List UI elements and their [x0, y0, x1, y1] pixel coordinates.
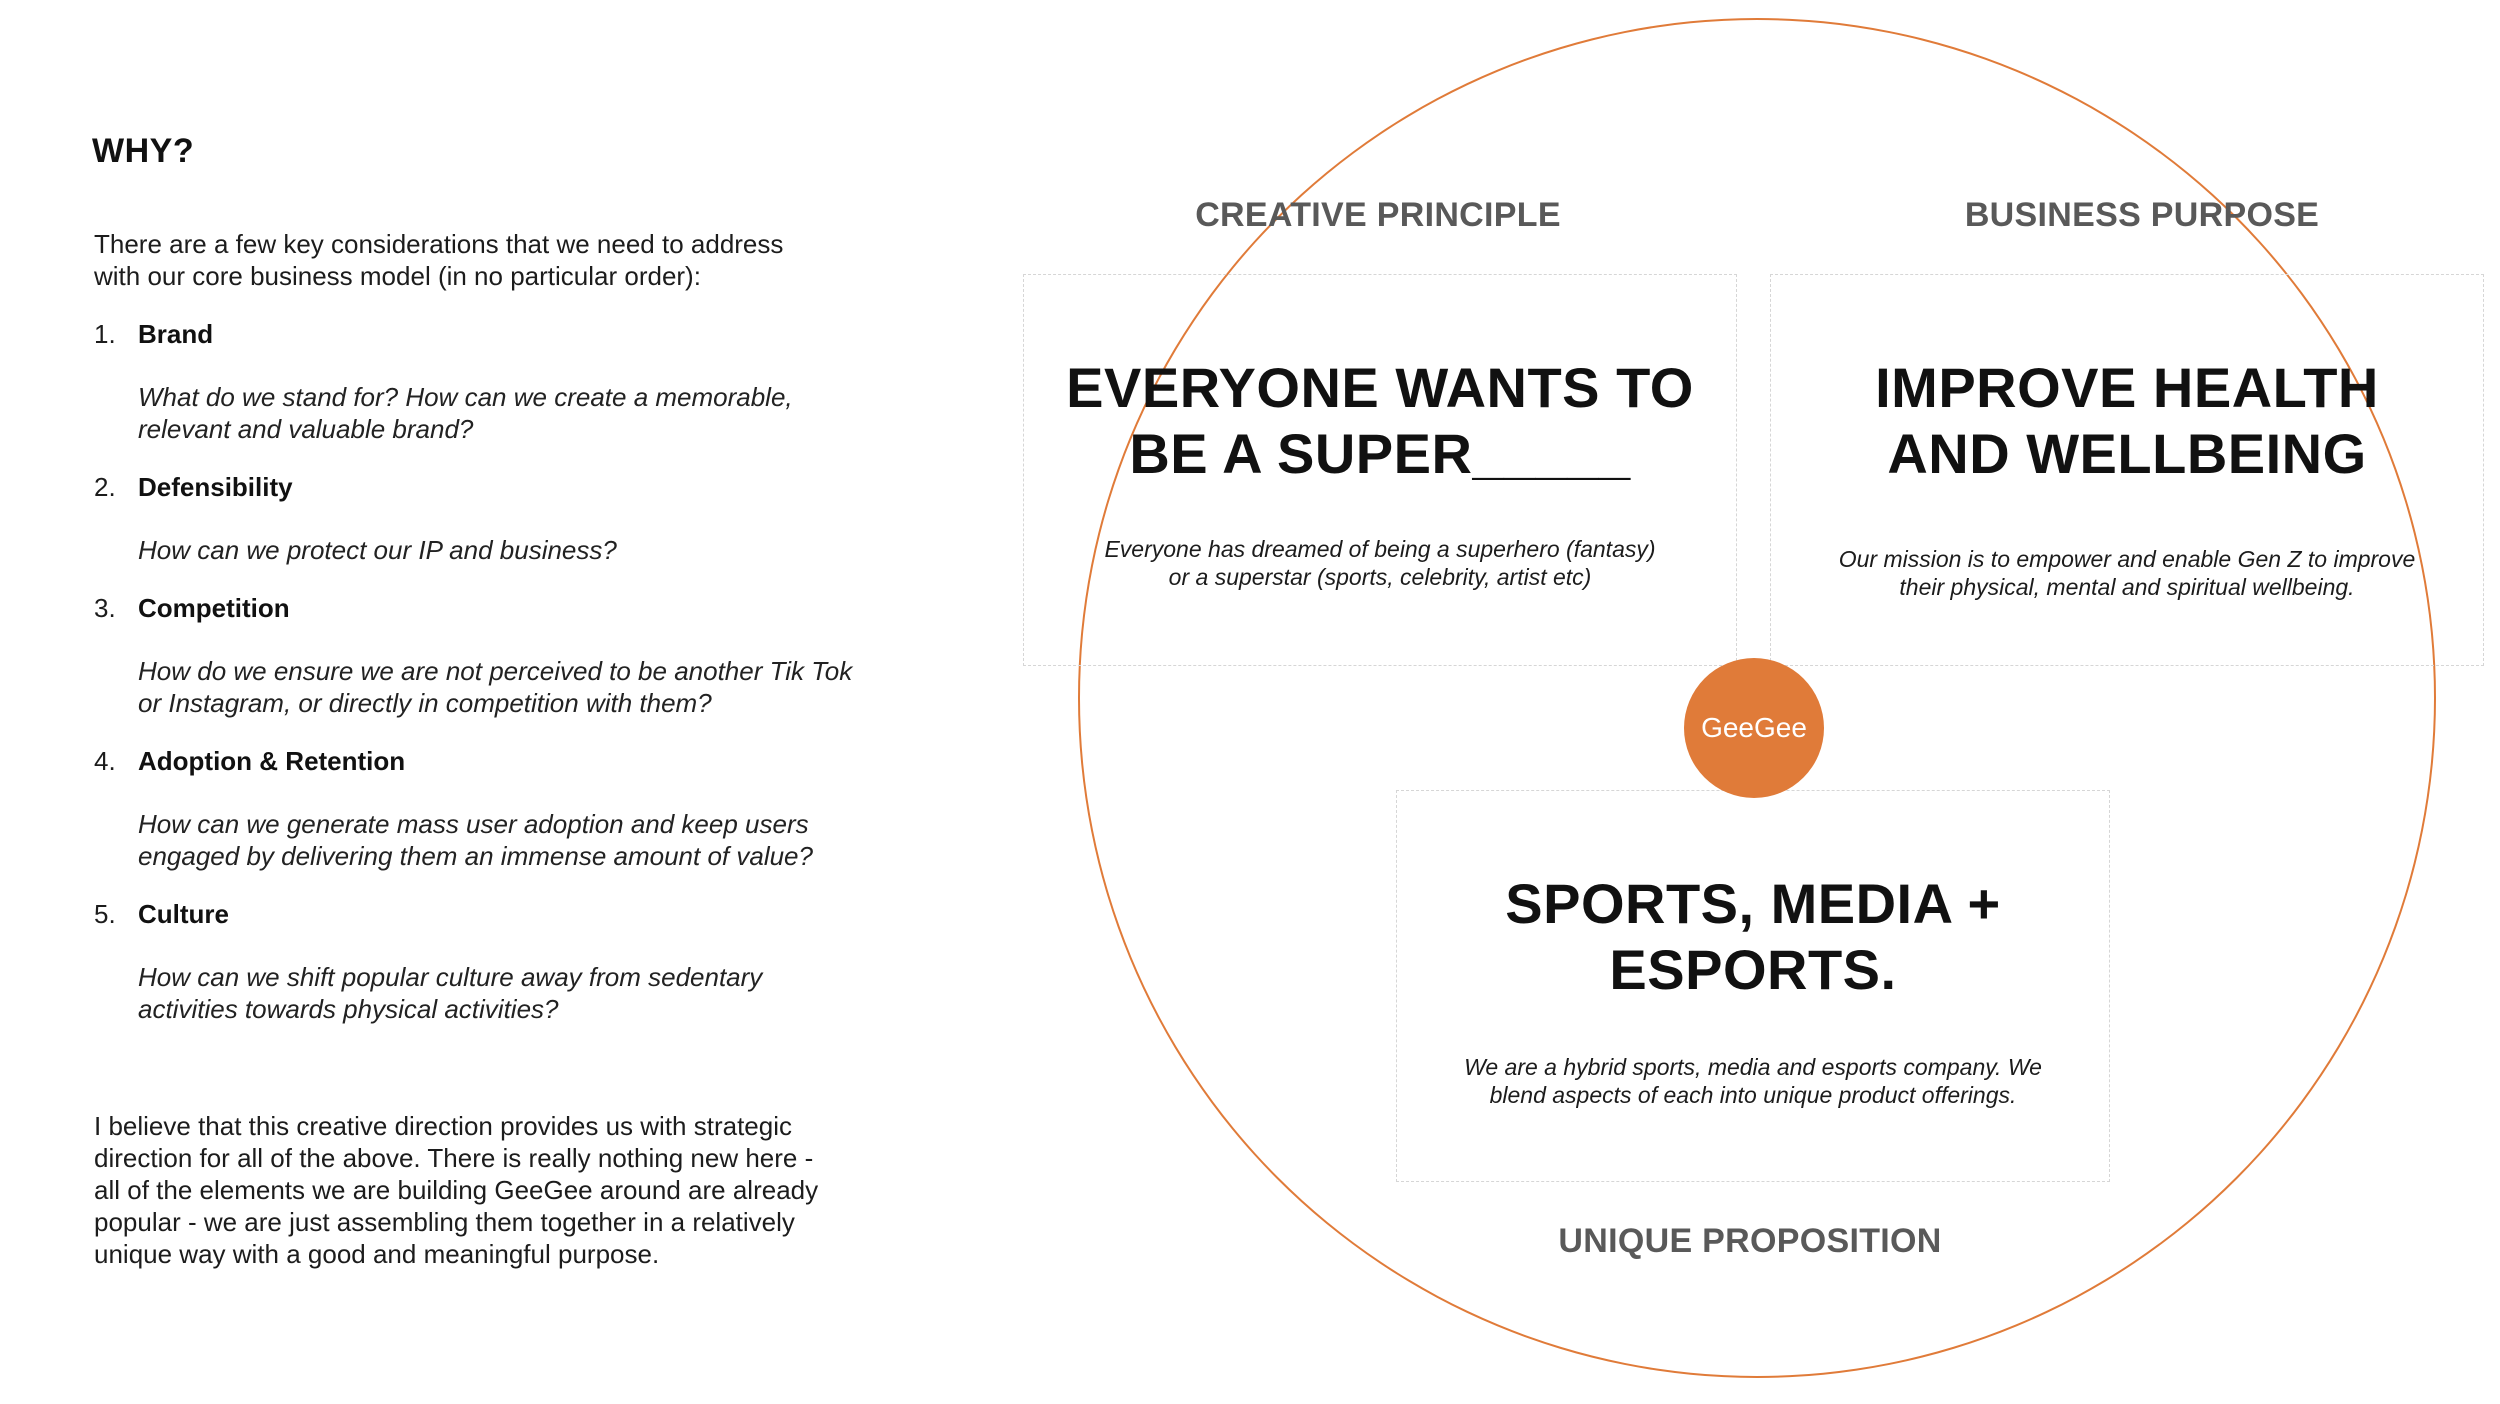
business-description-line-2: their physical, mental and spiritual wellbeing.	[1899, 574, 2355, 600]
item-description: How can we protect our IP and business?	[138, 535, 617, 565]
creative-description-line-1: Everyone has dreamed of being a superhero (fantasy)	[1104, 536, 1656, 562]
business-heading	[1771, 355, 2483, 487]
business-purpose-label: BUSINESS PURPOSE	[1964, 196, 2320, 234]
unique-proposition-label: UNIQUE PROPOSITION	[1558, 1222, 1942, 1260]
item-description: How can we shift popular culture away from sedentary activities towards physical activities?	[138, 962, 763, 1024]
creative-description	[1024, 535, 1736, 591]
creative-heading	[1024, 355, 1736, 487]
item-number: 1.	[94, 319, 116, 349]
consideration-culture	[94, 898, 854, 1025]
unique-description-line-1: We are a hybrid sports, media and esports company. We	[1464, 1054, 2042, 1080]
outro-paragraph: I believe that this creative direction provides us with strategic direction for all of the above. There is really nothing new here - all of the elements we are building GeeGee around are already popular - we are just assembling them together in a relatively unique way with a good and meaningful purpose.	[94, 1111, 819, 1269]
creative-heading-line-2: BE A SUPER_____	[1129, 422, 1631, 485]
business-heading-line-1: IMPROVE HEALTH	[1875, 356, 2379, 419]
consideration-brand	[94, 318, 854, 445]
consideration-adoption-retention	[94, 745, 854, 872]
creative-heading-line-1: EVERYONE WANTS TO	[1066, 356, 1694, 419]
why-title: WHY?	[92, 132, 195, 170]
item-number: 2.	[94, 472, 116, 502]
creative-principle-label: CREATIVE PRINCIPLE	[1195, 196, 1561, 234]
business-description-line-1: Our mission is to empower and enable Gen Z to improve	[1838, 546, 2416, 572]
unique-proposition-box	[1396, 790, 2110, 1182]
item-number: 3.	[94, 593, 116, 623]
creative-description-line-2: or a superstar (sports, celebrity, artist etc)	[1168, 564, 1592, 590]
unique-description	[1397, 1053, 2109, 1109]
unique-heading-line-1: SPORTS, MEDIA +	[1505, 872, 2001, 935]
geegee-centre-badge: GeeGee	[1684, 658, 1824, 798]
consideration-competition	[94, 592, 854, 719]
item-description: How do we ensure we are not perceived to be another Tik Tok or Instagram, or directly in competition with them?	[138, 656, 853, 718]
unique-description-line-2: blend aspects of each into unique product offerings.	[1489, 1082, 2017, 1108]
business-heading-line-2: AND WELLBEING	[1887, 422, 2367, 485]
item-title: Competition	[138, 593, 290, 623]
creative-principle-box	[1023, 274, 1737, 666]
unique-heading	[1397, 871, 2109, 1003]
item-title: Culture	[138, 899, 229, 929]
item-number: 4.	[94, 746, 116, 776]
business-purpose-box	[1770, 274, 2484, 666]
consideration-defensibility	[94, 471, 854, 566]
item-description: How can we generate mass user adoption and keep users engaged by delivering them an immense amount of value?	[138, 809, 813, 871]
intro-paragraph: There are a few key considerations that we need to address with our core business model (in no particular order):	[94, 229, 784, 291]
item-title: Brand	[138, 319, 214, 349]
unique-heading-line-2: ESPORTS.	[1609, 938, 1897, 1001]
item-title: Defensibility	[138, 472, 293, 502]
item-title: Adoption & Retention	[138, 746, 406, 776]
item-description: What do we stand for? How can we create a memorable, relevant and valuable brand?	[138, 382, 793, 444]
considerations-list	[94, 318, 854, 1051]
business-description	[1771, 545, 2483, 601]
item-number: 5.	[94, 899, 116, 929]
